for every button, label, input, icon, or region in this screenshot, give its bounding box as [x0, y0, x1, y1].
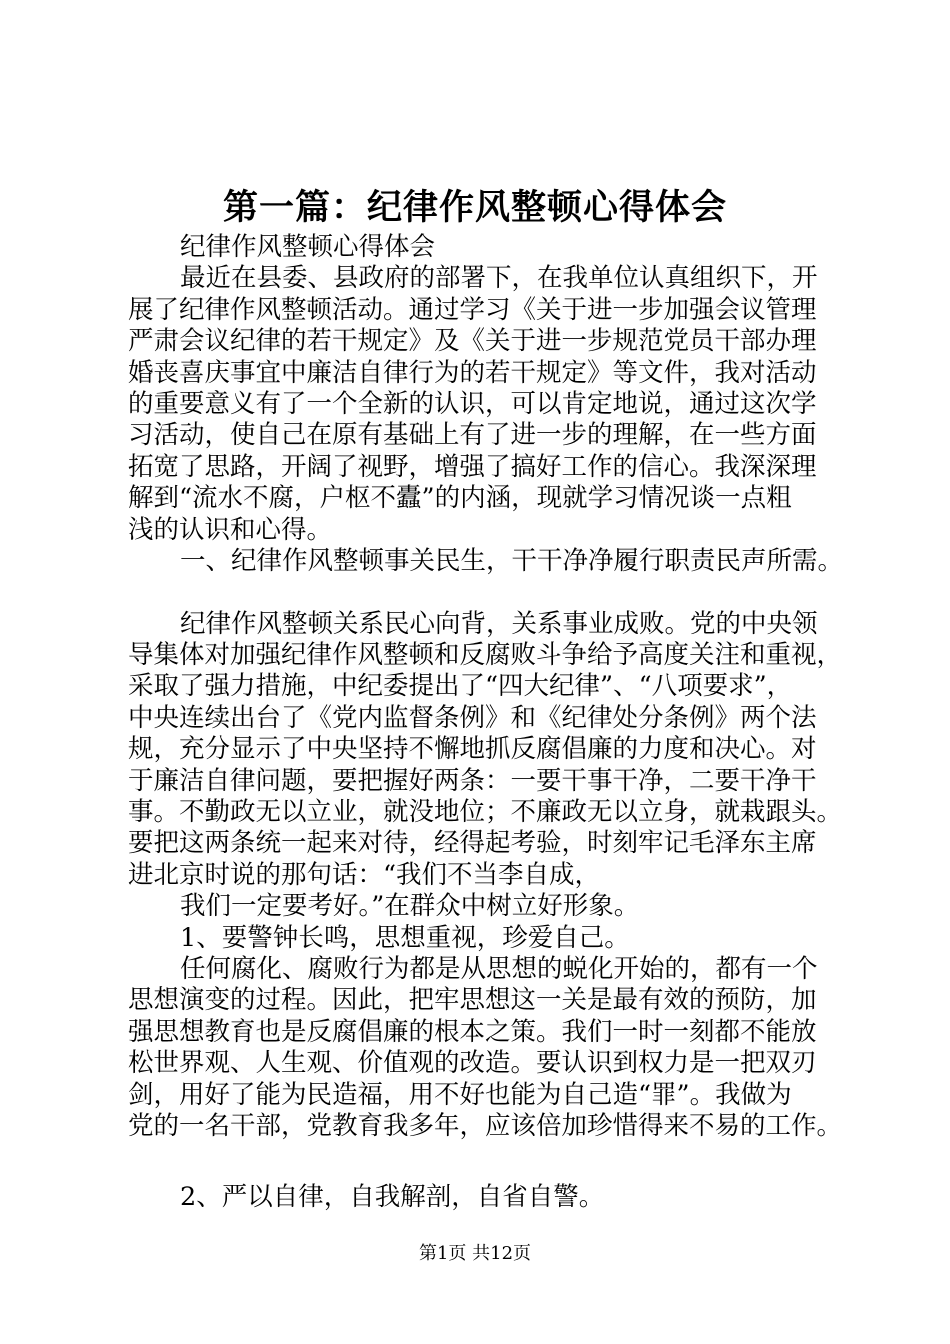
blank-line [128, 577, 858, 608]
body-line: 党的一名干部，党教育我多年，应该倍加珍惜得来不易的工作。 [128, 1110, 843, 1141]
section-heading: 1、要警钟长鸣，思想重视，珍爱自己。 [180, 922, 630, 953]
body-line: 事。不勤政无以立业，就没地位；不廉政无以立身，就栽跟头。 [128, 797, 843, 828]
section-heading: 2、严以自律，自我解剖，自省自警。 [180, 1182, 605, 1213]
body-line: 规，充分显示了中央坚持不懈地抓反腐倡廉的力度和决心。对 [128, 734, 817, 765]
body-line: 思想演变的过程。因此，把牢思想这一关是最有效的预防，加 [128, 985, 817, 1016]
document-body [128, 232, 858, 1214]
page-title: 第一篇：纪律作风整顿心得体会 [222, 187, 727, 228]
body-line: 的重要意义有了一个全新的认识，可以肯定地说，通过这次学 [128, 388, 817, 419]
blank-line [128, 1142, 858, 1182]
body-line: 任何腐化、腐败行为都是从思想的蜕化开始的，都有一个 [180, 953, 818, 984]
body-line: 采取了强力措施，中纪委提出了“四大纪律”、“八项要求”， [128, 671, 793, 702]
body-line: 中央连续出台了《党内监督条例》和《纪律处分条例》两个法 [128, 702, 817, 733]
body-line: 我们一定要考好。”在群众中树立好形象。 [180, 891, 640, 922]
body-line: 要把这两条统一起来对待，经得起考验，时刻牢记毛泽东主席 [128, 828, 817, 859]
body-line: 严肃会议纪律的若干规定》及《关于进一步规范党员干部办理 [128, 326, 817, 357]
body-line: 习活动，使自己在原有基础上有了进一步的理解，在一些方面 [128, 420, 817, 451]
page-footer: 第1页 共12页 [418, 1243, 532, 1264]
body-line: 导集体对加强纪律作风整顿和反腐败斗争给予高度关注和重视， [128, 640, 843, 671]
body-line: 剑，用好了能为民造福，用不好也能为自己造“罪”。我做为 [128, 1079, 792, 1110]
body-line: 进北京时说的那句话：“我们不当李自成， [128, 859, 601, 890]
body-line: 最近在县委、县政府的部署下，在我单位认真组织下，开 [180, 263, 818, 294]
body-line: 解到“流水不腐，户枢不蠹”的内涵，现就学习情况谈一点粗 [128, 483, 792, 514]
body-line: 强思想教育也是反腐倡廉的根本之策。我们一时一刻都不能放 [128, 1016, 817, 1047]
body-line: 拓宽了思路，开阔了视野，增强了搞好工作的信心。我深深理 [128, 451, 817, 482]
body-line: 纪律作风整顿关系民心向背，关系事业成败。党的中央领 [180, 608, 818, 639]
body-line: 婚丧喜庆事宜中廉洁自律行为的若干规定》等文件，我对活动 [128, 357, 817, 388]
body-line: 浅的认识和心得。 [128, 514, 333, 545]
body-line: 于廉洁自律问题，要把握好两条：一要干事干净，二要干净干 [128, 765, 817, 796]
body-line: 松世界观、人生观、价值观的改造。要认识到权力是一把双刃 [128, 1048, 817, 1079]
subtitle-line: 纪律作风整顿心得体会 [180, 232, 436, 262]
section-heading: 一、纪律作风整顿事关民生，干干净净履行职责民声所需。 [180, 545, 844, 576]
body-line: 展了纪律作风整顿活动。通过学习《关于进一步加强会议管理 [128, 294, 817, 325]
